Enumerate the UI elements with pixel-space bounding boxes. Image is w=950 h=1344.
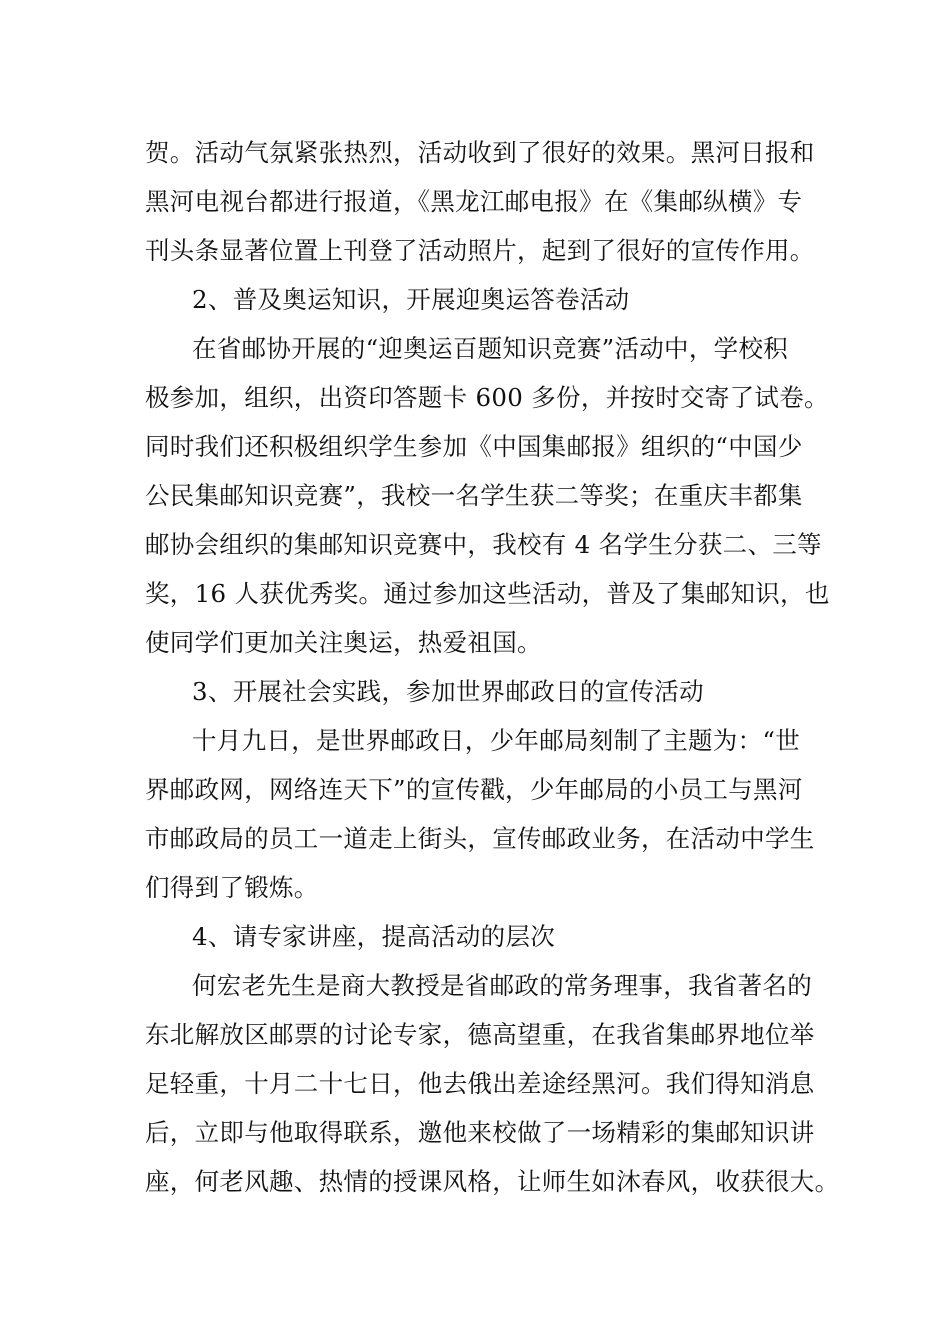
text-line: 同时我们还积极组织学生参加《中国集邮报》组织的“中国少 <box>145 432 803 461</box>
section-heading: 3、开展社会实践，参加世界邮政日的宣传活动 <box>192 677 704 706</box>
text-line: 座，何老风趣、热情的授课风格，让师生如沐春风，收获很大。 <box>145 1167 840 1196</box>
text-line: 市邮政局的员工一道走上街头，宣传邮政业务，在活动中学生 <box>145 824 815 853</box>
text-line: 极参加，组织，出资印答题卡 600 多份，并按时交寄了试卷。 <box>145 383 829 412</box>
section-heading: 2、普及奥运知识，开展迎奥运答卷活动 <box>192 285 630 314</box>
text-line: 们得到了锻炼。 <box>145 873 319 902</box>
text-line: 刊头条显著位置上刊登了活动照片，起到了很好的宣传作用。 <box>145 236 815 265</box>
paragraph-first-line: 十月九日，是世界邮政日，少年邮局刻制了主题为：“世 <box>192 726 801 755</box>
text-line: 奖，16 人获优秀奖。通过参加这些活动，普及了集邮知识，也 <box>145 579 830 608</box>
paragraph-first-line: 何宏老先生是商大教授是省邮政的常务理事，我省著名的 <box>192 971 812 1000</box>
text-line: 使同学们更加关注奥运，热爱祖国。 <box>145 628 542 657</box>
text-line: 邮协会组织的集邮知识竞赛中，我校有 4 名学生分获二、三等 <box>145 530 822 559</box>
text-line: 后，立即与他取得联系，邀他来校做了一场精彩的集邮知识讲 <box>145 1118 815 1147</box>
text-line: 东北解放区邮票的讨论专家，德高望重，在我省集邮界地位举 <box>145 1020 815 1049</box>
text-line: 足轻重，十月二十七日，他去俄出差途经黑河。我们得知消息 <box>145 1069 815 1098</box>
paragraph-first-line: 在省邮协开展的“迎奥运百题知识竞赛”活动中，学校积 <box>192 334 789 363</box>
section-heading: 4、请专家讲座，提高活动的层次 <box>192 922 556 951</box>
text-line: 黑河电视台都进行报道，《黑龙江邮电报》在《集邮纵横》专 <box>145 187 803 216</box>
document-body <box>145 128 840 1206</box>
text-line: 公民集邮知识竞赛”，我校一名学生获二等奖；在重庆丰都集 <box>145 481 803 510</box>
text-line: 贺。活动气氛紧张热烈，活动收到了很好的效果。黑河日报和 <box>145 138 815 167</box>
text-line: 界邮政网，网络连天下”的宣传戳，少年邮局的小员工与黑河 <box>145 775 803 804</box>
